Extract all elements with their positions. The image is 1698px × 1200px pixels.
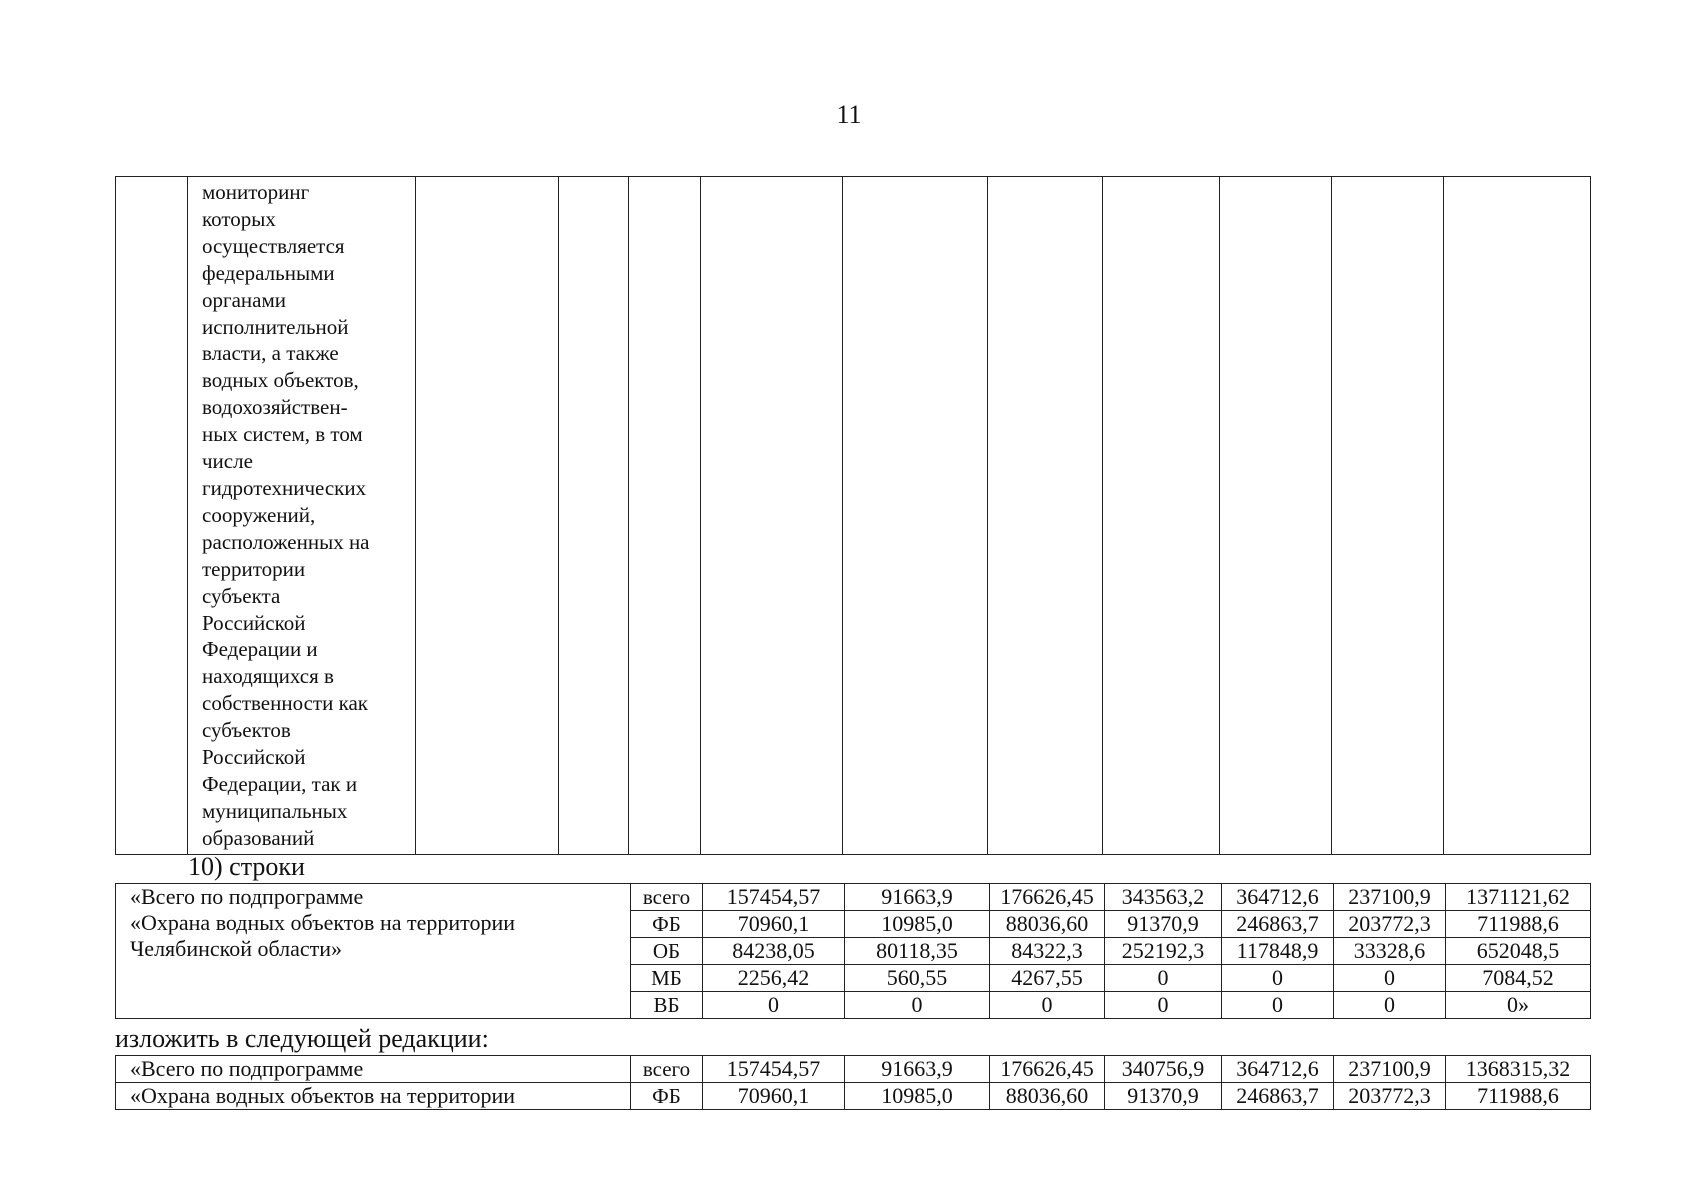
value-cell: 176626,45 xyxy=(990,1056,1105,1083)
empty-cell xyxy=(843,177,988,855)
value-cell: 246863,7 xyxy=(1222,1083,1334,1110)
value-cell: 0 xyxy=(1222,992,1334,1019)
empty-cell xyxy=(1332,177,1444,855)
value-cell: 203772,3 xyxy=(1334,911,1446,938)
value-cell: 176626,45 xyxy=(990,884,1105,911)
funding-source: ВБ xyxy=(631,992,703,1019)
value-cell: 91663,9 xyxy=(845,1056,990,1083)
page-number: 11 xyxy=(836,100,862,129)
empty-cell xyxy=(988,177,1103,855)
value-cell: 4267,55 xyxy=(990,965,1105,992)
value-cell: 246863,7 xyxy=(1222,911,1334,938)
table-row xyxy=(116,1083,1591,1110)
empty-cell xyxy=(629,177,701,855)
funding-source: МБ xyxy=(631,965,703,992)
value-cell: 711988,6 xyxy=(1446,1083,1591,1110)
value-cell: 343563,2 xyxy=(1105,884,1222,911)
value-cell: 157454,57 xyxy=(703,884,845,911)
value-cell: 10985,0 xyxy=(845,911,990,938)
empty-cell xyxy=(1103,177,1220,855)
value-cell: 237100,9 xyxy=(1334,1056,1446,1083)
value-cell: 33328,6 xyxy=(1334,938,1446,965)
value-cell: 2256,42 xyxy=(703,965,845,992)
funding-source: ФБ xyxy=(631,911,703,938)
table-row xyxy=(116,1056,1591,1083)
description-cell: мониторинг которых осуществляется федеральными органами исполнительной власти, а также водных объектов, водохозяйствен- ных систем, в том числе гидротехнических сооружений, расположенных на территории субъекта Российской Федерации и находящихся в собственности как субъектов Российской Федерации, так и муниципальных образований xyxy=(188,177,416,855)
value-cell: 711988,6 xyxy=(1446,911,1591,938)
funding-source: всего xyxy=(631,884,703,911)
section-label: 10) строки xyxy=(188,852,305,881)
value-cell: 0 xyxy=(1105,965,1222,992)
value-cell: 88036,60 xyxy=(990,911,1105,938)
subprogram-title-line: «Всего по подпрограмме xyxy=(116,1056,631,1083)
number-cell xyxy=(116,177,188,855)
funding-source: всего xyxy=(631,1056,703,1083)
continuation-row xyxy=(116,177,1591,855)
edit-instruction: изложить в следующей редакции: xyxy=(115,1024,489,1053)
value-cell: 364712,6 xyxy=(1222,1056,1334,1083)
value-cell: 0 xyxy=(990,992,1105,1019)
empty-cell xyxy=(1444,177,1591,855)
value-cell: 84238,05 xyxy=(703,938,845,965)
empty-cell xyxy=(1220,177,1332,855)
value-cell: 80118,35 xyxy=(845,938,990,965)
value-cell: 88036,60 xyxy=(990,1083,1105,1110)
value-cell: 252192,3 xyxy=(1105,938,1222,965)
value-cell: 84322,3 xyxy=(990,938,1105,965)
new-totals-table xyxy=(115,1055,1591,1110)
subprogram-title-line: «Охрана водных объектов на территории xyxy=(116,1083,631,1110)
subprogram-title: «Всего по подпрограмме «Охрана водных объектов на территории Челябинской области» xyxy=(116,884,631,1019)
value-cell: 340756,9 xyxy=(1105,1056,1222,1083)
value-cell: 0 xyxy=(703,992,845,1019)
value-cell: 1371121,62 xyxy=(1446,884,1591,911)
value-cell: 10985,0 xyxy=(845,1083,990,1110)
continuation-table xyxy=(115,176,1591,855)
value-cell: 560,55 xyxy=(845,965,990,992)
value-cell: 0» xyxy=(1446,992,1591,1019)
value-cell: 0 xyxy=(1334,992,1446,1019)
value-cell: 91663,9 xyxy=(845,884,990,911)
value-cell: 652048,5 xyxy=(1446,938,1591,965)
empty-cell xyxy=(701,177,843,855)
value-cell: 91370,9 xyxy=(1105,1083,1222,1110)
value-cell: 1368315,32 xyxy=(1446,1056,1591,1083)
empty-cell xyxy=(559,177,629,855)
value-cell: 70960,1 xyxy=(703,1083,845,1110)
value-cell: 237100,9 xyxy=(1334,884,1446,911)
value-cell: 117848,9 xyxy=(1222,938,1334,965)
value-cell: 0 xyxy=(1105,992,1222,1019)
table-row xyxy=(116,884,1591,911)
value-cell: 0 xyxy=(1222,965,1334,992)
old-totals-table xyxy=(115,883,1591,1019)
value-cell: 364712,6 xyxy=(1222,884,1334,911)
value-cell: 7084,52 xyxy=(1446,965,1591,992)
value-cell: 0 xyxy=(845,992,990,1019)
value-cell: 0 xyxy=(1334,965,1446,992)
value-cell: 203772,3 xyxy=(1334,1083,1446,1110)
value-cell: 157454,57 xyxy=(703,1056,845,1083)
value-cell: 70960,1 xyxy=(703,911,845,938)
funding-source: ФБ xyxy=(631,1083,703,1110)
funding-source: ОБ xyxy=(631,938,703,965)
empty-cell xyxy=(416,177,559,855)
value-cell: 91370,9 xyxy=(1105,911,1222,938)
